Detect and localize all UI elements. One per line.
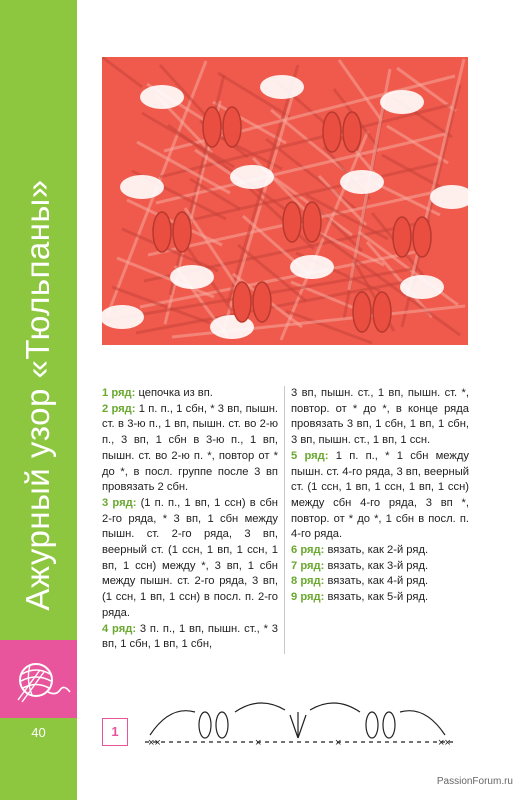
instruction-row: [102, 386, 278, 402]
row-text: 3 вп, пышн. ст., 1 вп, пышн. ст. *, повтор. от * до *, в конце ряда провязать 3 вп, 1 сбн, 1 вп, 1 сбн, 3 вп, пышн. ст., 1 вп, 1 ссн.: [291, 387, 469, 447]
row-text: вязать, как 4-й ряд.: [324, 575, 429, 588]
diagram-number: 1: [102, 718, 128, 746]
row-label: 2 ряд:: [102, 402, 136, 415]
row-text: цепочка из вп.: [135, 387, 213, 399]
page-number: 40: [31, 725, 46, 740]
instruction-row: [291, 386, 469, 449]
yarn-ball-icon: [0, 640, 77, 718]
svg-text:×: ×: [335, 737, 342, 749]
crochet-sample-photo: [102, 57, 468, 345]
band-title: Ажурный узор «Тюльпаны»: [19, 179, 56, 611]
row-text: вязать, как 2-й ряд.: [324, 544, 429, 557]
column-divider: [284, 386, 285, 654]
watermark: PassionForum.ru: [436, 776, 513, 787]
yarn-ball-box: [0, 640, 77, 718]
svg-text:××: ××: [148, 737, 161, 749]
instruction-row: [102, 402, 278, 496]
instructions-left-text: [102, 386, 278, 653]
instruction-row: [291, 449, 469, 543]
row-text: 3 п. п., 1 вп, пышн. ст., * 3 вп, 1 сбн, 1 вп, 1 сбн,: [102, 622, 278, 651]
row-label: 1 ряд:: [102, 387, 136, 399]
row-text: 1 п. п., 1 сбн, * 3 вп, пышн. ст. в 3-ю п., 1 вп, пышн. ст. во 2-ю п., 3 вп, 1 сбн в 3-ю п., 1 вп, пышн. ст. во 2-ю п. *, повтор от * до *, в посл. группе после 3 вп провязать 2 сбн.: [102, 402, 278, 494]
instructions-right-text: [291, 386, 469, 606]
row-label: 6 ряд:: [291, 544, 325, 557]
row-label: 9 ряд:: [291, 591, 325, 604]
row-text: вязать, как 3-й ряд.: [324, 559, 429, 572]
instruction-row: [102, 496, 278, 622]
instruction-row: [291, 574, 469, 590]
row-text: вязать, как 5-й ряд.: [324, 591, 429, 604]
row-label: 4 ряд:: [102, 622, 137, 635]
svg-text:×: ×: [255, 737, 262, 749]
instructions-left-column: [102, 386, 278, 653]
svg-text:××: ××: [438, 737, 451, 749]
instruction-row: [291, 559, 469, 575]
row-label: 8 ряд:: [291, 575, 325, 588]
row-text: (1 п. п., 1 вп, 1 ссн) в сбн 2-го ряда, * 3 вп, 1 сбн между пышн. ст. 2-го ряда, 3 вп, веерный ст. (1 ссн, 1 вп, 1 ссн, 1 вп, 1 ссн) между *, 3 вп, 1 сбн между пышн. ст. 2-го ряда, 3 вп, (1 ссн, 1 вп, 1 ссн) в посл. п. 2-го ряда.: [102, 496, 278, 619]
crochet-diagram: [140, 690, 460, 750]
instruction-row: [291, 590, 469, 606]
row-text: 1 п. п., * 1 сбн между пышн. ст. 4-го ряда, 3 вп, веерный ст. (1 ссн, 1 вп, 1 ссн, 1 вп, 1 ссн) между сбн 4-го ряда, 3 вп *, повтор. от * до *, 1 сбн в посл. п. 4-го ряда.: [291, 449, 470, 541]
instruction-row: [291, 543, 469, 559]
row-label: 5 ряд:: [291, 449, 329, 462]
row-label: 3 ряд:: [102, 496, 137, 509]
row-label: 7 ряд:: [291, 559, 325, 572]
instructions-right-column: [291, 386, 469, 606]
instruction-row: [102, 622, 278, 653]
crochet-texture: [102, 57, 468, 345]
band-title-area: [0, 0, 77, 640]
